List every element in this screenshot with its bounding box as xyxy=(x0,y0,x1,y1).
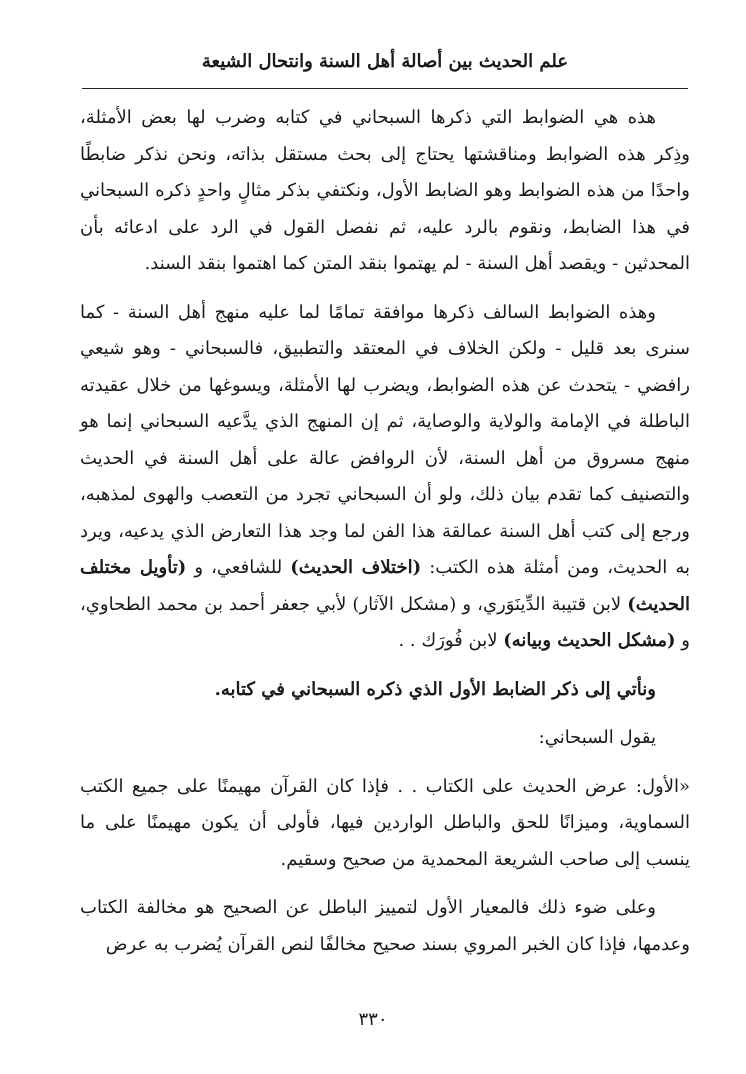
quote-paragraph: «الأول: عرض الحديث على الكتاب . . فإذا كان القرآن مهيمنًا على جميع الكتب السماوية، وميزانًا للحق والباطل الواردين فيها، فأولى أن يكون مهيمنًا على ما ينسب إلى صاحب الشريعة المحمدية من صحيح وسقيم. xyxy=(80,775,690,870)
paragraph-2-text-b: للشافعي، و xyxy=(186,557,291,578)
book-title-2: (تأويل مختلف الحديث) xyxy=(80,557,690,615)
page-body xyxy=(80,100,690,975)
section-heading: ونأتي إلى ذكر الضابط الأول الذي ذكره السبحاني في كتابه. xyxy=(214,678,656,700)
page-number: ٣٣٠ xyxy=(358,1009,388,1030)
running-header: علم الحديث بين أصالة أهل السنة وانتحال الشيعة xyxy=(201,51,569,72)
paragraph-2-text-d: لأبي جعفر أحمد بن محمد الطحاوي، و xyxy=(80,593,690,651)
book-title-1: (اختلاف الحديث) xyxy=(290,557,422,578)
paragraph-1: هذه هي الضوابط التي ذكرها السبحاني في كتابه وضرب لها بعض الأمثلة، وذِكر هذه الضوابط ومناقشتها يحتاج إلى بحث مستقل بذاته، ونحن نذكر ضابطًا واحدًا من هذه الضوابط وهو الضابط الأول، ونكتفي بذكر مثالٍ واحدٍ ذكره السبحاني في هذا الضابط، ونقوم بالرد عليه، ثم نفصل القول في الرد على ادعائه بأن المحدثين - ويقصد أهل السنة - لم يهتموا بنقد المتن كما اهتموا بنقد السند. xyxy=(80,107,690,274)
paragraph-2-text-a: وهذه الضوابط السالف ذكرها موافقة تمامًا لما عليه منهج أهل السنة - كما سنرى بعد قليل - ولكن الخلاف في المعتقد والتطبيق، فالسبحاني - وهو شيعي رافضي - يتحدث عن هذه الضوابط، ويضرب لها الأمثلة، ويسوغها من خلال عقيدته الباطلة في الإمامة والولاية والوصاية، ثم إن المنهج الذي يدَّعيه السبحاني إنما هو منهج مسروق من أهل السنة، لأن الروافض عالة على أهل السنة في الحديث والتصنيف كما تقدم بيان ذلك، ولو أن السبحاني تجرد من التعصب والهوى لمذهبه، ورجع إلى كتب أهل السنة عمالقة هذا الفن لما وجد هذا التعارض الذي يدعيه، ويرد به الحديث، ومن أمثلة هذه الكتب: xyxy=(80,301,690,578)
paragraph-2-text-c: لابن قتيبة الدِّينَوَري، و xyxy=(456,593,628,615)
book-title-3: (مشكل الآثار) xyxy=(352,593,457,615)
paragraph-6: وعلى ضوء ذلك فالمعيار الأول لتمييز الباطل عن الصحيح هو مخالفة الكتاب وعدمها، فإذا كان الخبر المروي بسند صحيح مخالفًا لنص القرآن يُضرب به عرض xyxy=(80,897,690,955)
paragraph-4: يقول السبحاني: xyxy=(538,727,656,748)
paragraph-2-text-e: لابن فُورَك . . xyxy=(398,630,504,651)
header-rule xyxy=(82,88,688,89)
book-title-4: (مشكل الحديث وبيانه) xyxy=(503,630,676,651)
paragraph-2 xyxy=(80,295,690,660)
